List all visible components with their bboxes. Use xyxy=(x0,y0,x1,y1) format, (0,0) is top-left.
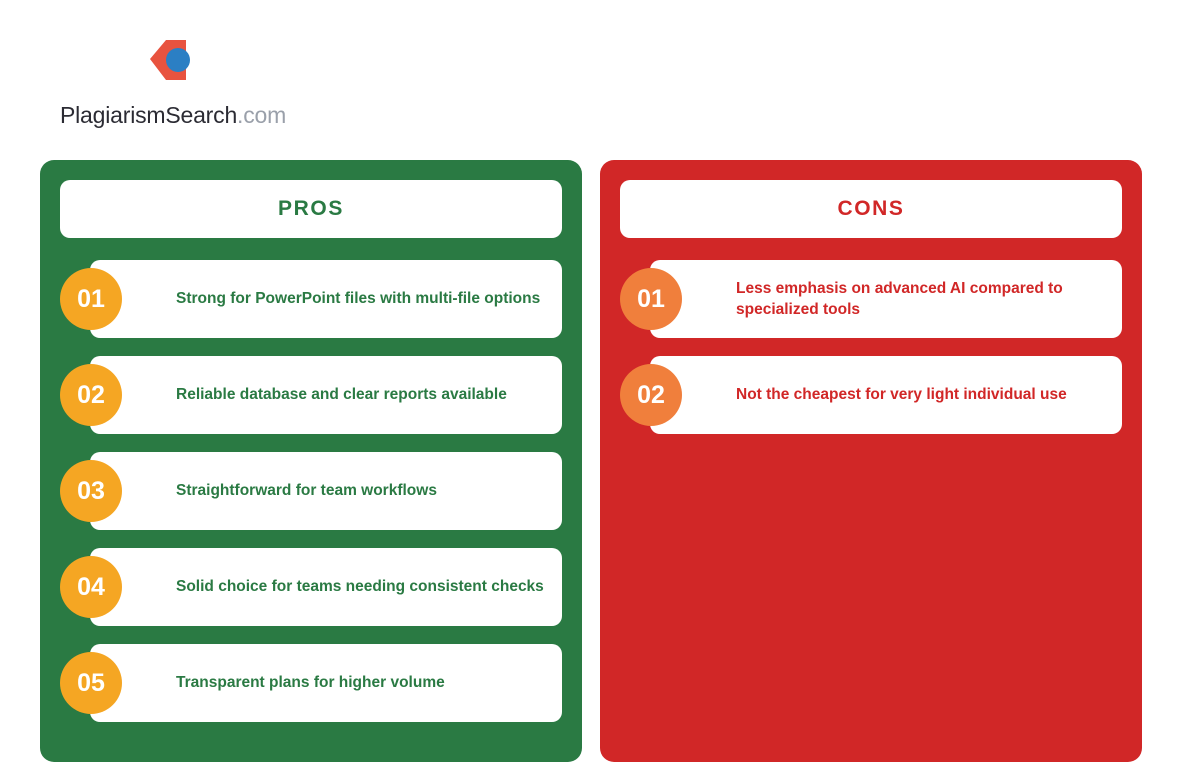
pros-header xyxy=(60,180,562,238)
cons-title: CONS xyxy=(837,197,905,220)
item-card xyxy=(90,356,562,434)
item-card xyxy=(90,644,562,722)
item-number-badge: 03 xyxy=(60,460,122,522)
list-item xyxy=(60,260,562,338)
item-number-badge: 01 xyxy=(60,268,122,330)
pros-title: PROS xyxy=(278,197,344,220)
plagiarismsearch-logo-icon xyxy=(140,38,198,84)
item-number-badge: 02 xyxy=(620,364,682,426)
item-text: Reliable database and clear reports available xyxy=(176,386,507,404)
brand-tld: .com xyxy=(237,102,287,128)
list-item xyxy=(60,644,562,722)
cons-column xyxy=(600,160,1142,762)
item-number-badge: 02 xyxy=(60,364,122,426)
item-text: Straightforward for team workflows xyxy=(176,482,437,500)
brand-header xyxy=(60,38,480,129)
cons-header xyxy=(620,180,1122,238)
item-text: Not the cheapest for very light individual use xyxy=(736,386,1067,404)
brand-name: PlagiarismSearch xyxy=(60,102,238,128)
item-card xyxy=(90,452,562,530)
list-item xyxy=(620,260,1122,338)
item-text: Transparent plans for higher volume xyxy=(176,674,445,692)
brand-wordmark xyxy=(60,102,480,129)
item-text: Strong for PowerPoint files with multi-file options xyxy=(176,290,541,308)
item-card xyxy=(90,548,562,626)
item-card xyxy=(650,260,1122,338)
item-text: Solid choice for teams needing consistent checks xyxy=(176,578,544,596)
item-number-badge: 04 xyxy=(60,556,122,618)
pros-column xyxy=(40,160,582,762)
item-number-badge: 05 xyxy=(60,652,122,714)
list-item xyxy=(60,356,562,434)
item-text: Less emphasis on advanced AI compared to specialized tools xyxy=(736,279,1063,318)
list-item xyxy=(60,452,562,530)
list-item xyxy=(60,548,562,626)
pros-cons-columns xyxy=(40,160,1160,762)
item-number-badge: 01 xyxy=(620,268,682,330)
item-card xyxy=(90,260,562,338)
list-item xyxy=(620,356,1122,434)
item-card xyxy=(650,356,1122,434)
